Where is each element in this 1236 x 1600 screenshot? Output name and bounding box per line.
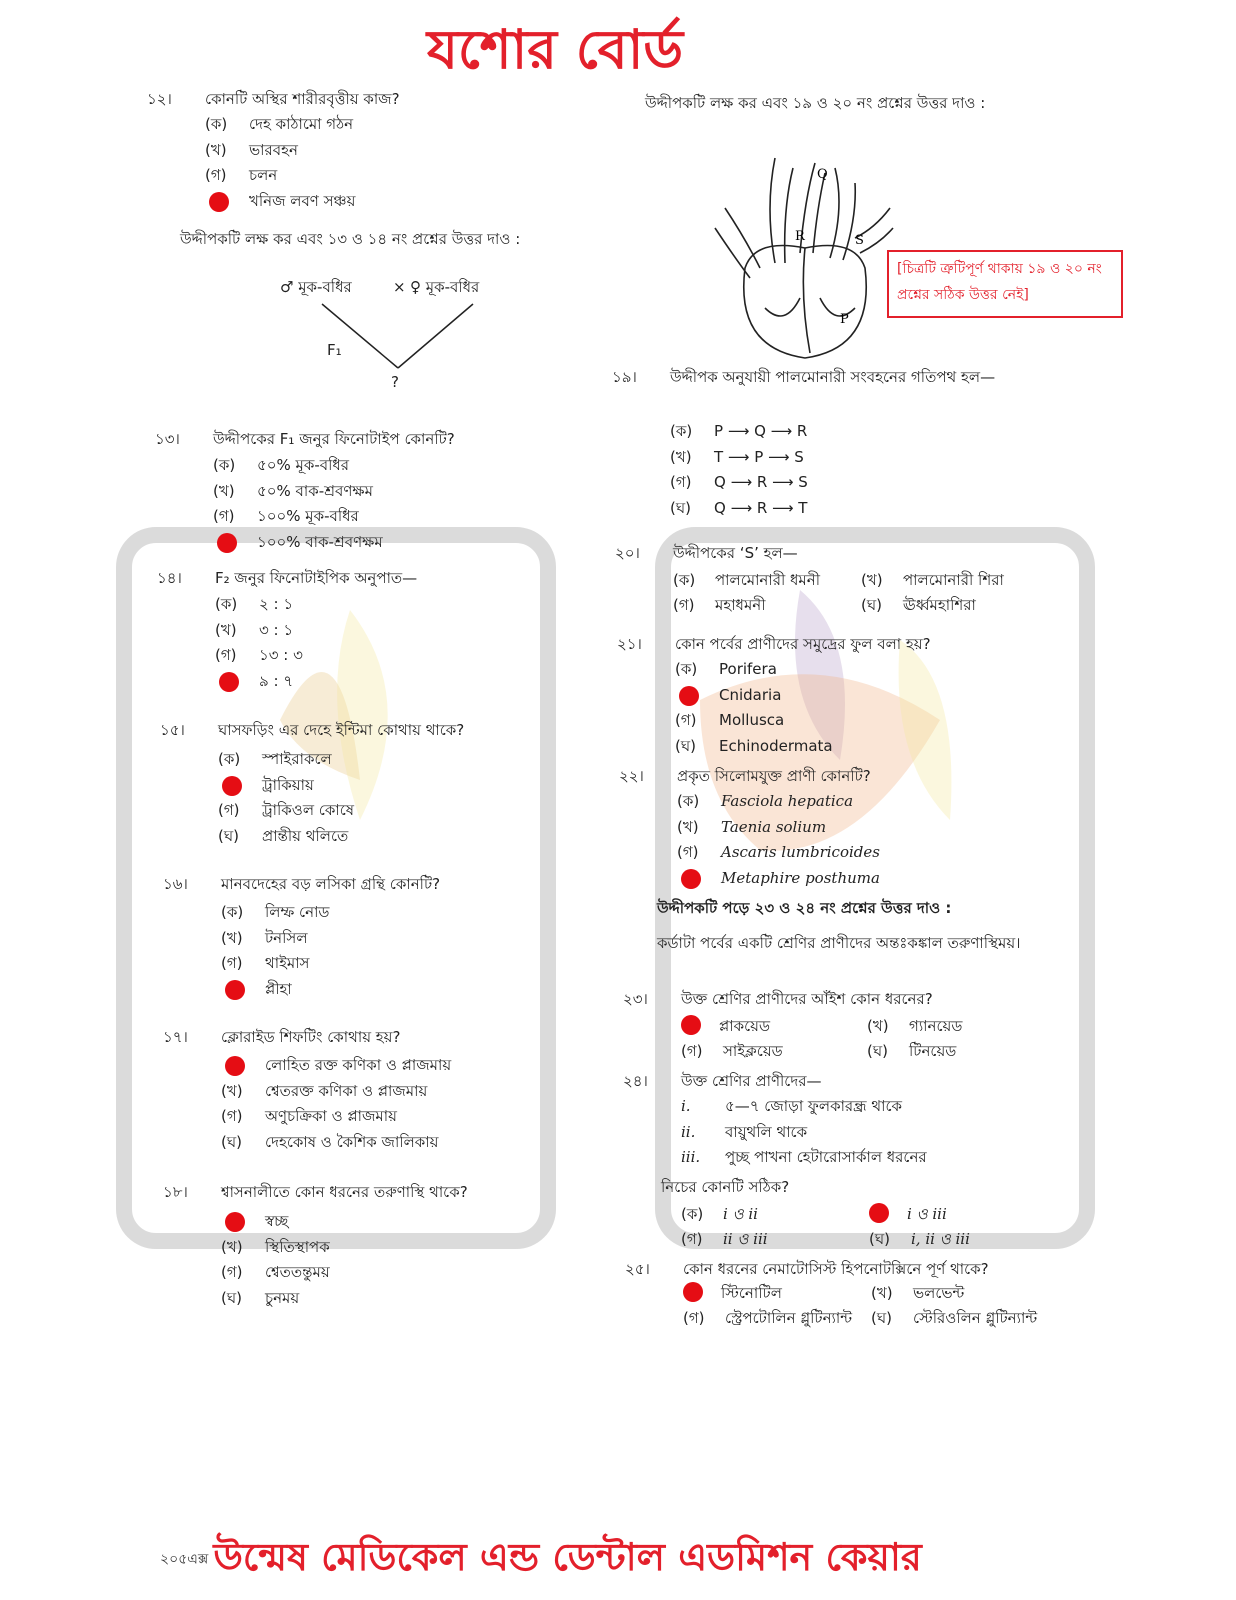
cross-sign: × (393, 278, 406, 296)
option-text: পালমোনারী ধমনী (715, 571, 821, 589)
option-text: টনসিল (265, 928, 308, 947)
option-key: (গ) (675, 711, 697, 729)
question-22 (619, 764, 1067, 891)
option-key: (গ) (218, 801, 240, 819)
answer-dot (209, 192, 229, 212)
option-key: (গ) (221, 1107, 243, 1125)
option-key: (ক) (675, 660, 698, 678)
option-item (221, 1235, 621, 1261)
option-item (205, 189, 605, 215)
offspring-unknown: ? (391, 373, 399, 391)
option-row (683, 1281, 1083, 1306)
answer-dot (869, 1203, 889, 1223)
question-text: কোন পর্বের প্রাণীদের সমুদ্রের ফুল বলা হয়? (675, 635, 931, 653)
statement-item (681, 1120, 1071, 1146)
answer-dot (681, 1015, 701, 1035)
statement-key: ii. (681, 1122, 696, 1141)
option-text: স্টিনোটিল (721, 1284, 782, 1302)
heart-label-s: S (855, 233, 864, 248)
option-row (673, 568, 1063, 593)
answer-dot (225, 1212, 245, 1232)
option-text: Q ⟶ R ⟶ S (714, 473, 808, 491)
option-item (675, 734, 1065, 760)
option-item (677, 840, 1067, 866)
question-number: ১৩। (155, 430, 180, 448)
option-text: প্লীহা (265, 979, 292, 998)
question-21 (617, 632, 1065, 759)
option-text: ৯ : ৭ (259, 671, 294, 690)
answer-dot (225, 980, 245, 1000)
publisher-name: উন্মেষ মেডিকেল এন্ড ডেন্টাল এডমিশন কেয়ার (213, 1535, 922, 1579)
option-key: (গ) (681, 1229, 703, 1248)
option-item (213, 453, 613, 479)
option-key: (খ) (213, 481, 235, 500)
option-key: (গ) (670, 473, 692, 491)
option-key: (ঘ) (221, 1288, 242, 1307)
option-key: (গ) (221, 954, 243, 972)
question-16 (163, 872, 621, 1002)
option-key: (ক) (677, 792, 700, 810)
option-key: (খ) (205, 140, 227, 159)
question-15 (160, 718, 618, 849)
option-text: প্লাকয়েড (719, 1017, 770, 1035)
option-key: (খ) (215, 620, 237, 639)
option-item (215, 643, 615, 669)
option-key: (ক) (670, 422, 693, 440)
option-text: Porifera (719, 660, 777, 678)
option-text: প্রান্তীয় থলিতে (262, 826, 349, 845)
option-text: পালমোনারী শিরা (903, 571, 1004, 589)
option-item (869, 1227, 970, 1252)
option-row (673, 593, 1063, 618)
option-list (221, 1053, 621, 1155)
option-key: (গ) (683, 1309, 705, 1327)
option-text: Taenia solium (721, 817, 827, 836)
statement-item (681, 1145, 1071, 1171)
option-text: ii ও iii (723, 1229, 768, 1248)
option-row (681, 1014, 1071, 1039)
option-key: (গ) (215, 646, 237, 664)
option-key: (খ) (221, 928, 243, 947)
answer-dot (222, 776, 242, 796)
option-list (221, 1209, 621, 1311)
heart-diagram (705, 148, 895, 363)
stimulus-23-24-text: কর্ডাটা পর্বের একটি শ্রেণির প্রাণীদের অন্তঃকঙ্কাল তরুণাস্থিময়। (657, 934, 1021, 952)
option-item (218, 773, 618, 799)
answer-dot (219, 672, 239, 692)
option-text: Q ⟶ R ⟶ T (714, 498, 808, 517)
f1-label: F₁ (327, 341, 342, 359)
option-item (681, 1014, 770, 1039)
option-item (215, 592, 615, 618)
option-key: (ক) (673, 571, 696, 589)
option-item (683, 1281, 782, 1306)
option-key: (গ) (221, 1263, 243, 1281)
option-item (675, 657, 1065, 683)
question-text: ঘাসফড়িং এর দেহে ইন্টিমা কোথায় থাকে? (218, 721, 465, 739)
question-text: মানবদেহের বড় লসিকা গ্রন্থি কোনটি? (221, 875, 441, 893)
option-item (215, 669, 615, 695)
option-text: স্থিতিস্থাপক (265, 1237, 330, 1256)
option-item (221, 1053, 621, 1079)
option-item (670, 419, 1060, 445)
stimulus-13-14: উদ্দীপকটি লক্ষ কর এবং ১৩ ও ১৪ নং প্রশ্নের উত্তর দাও : (180, 230, 521, 248)
option-text: দেহকোষ ও কৈশিক জালিকায় (265, 1132, 439, 1151)
option-item (670, 470, 1060, 496)
question-text: উদ্দীপকের F₁ জনুর ফিনোটাইপ কোনটি? (213, 430, 455, 448)
stimulus-19-20: উদ্দীপকটি লক্ষ কর এবং ১৯ ও ২০ নং প্রশ্নের উত্তর দাও : (645, 94, 986, 112)
answer-dot (217, 533, 237, 553)
question-prompt: নিচের কোনটি সঠিক? (661, 1177, 790, 1196)
option-text: স্টেরিওলিন গ্লুটিন্যান্ট (913, 1309, 1038, 1327)
question-number: ২২। (619, 767, 644, 785)
option-item (869, 1202, 947, 1227)
option-text: ট্রাকিয়ায় (262, 775, 314, 794)
option-grid (681, 1202, 1071, 1252)
option-list (670, 419, 1060, 521)
option-text: ঊর্ধ্বমহাশিরা (903, 596, 976, 614)
option-item (218, 798, 618, 824)
option-text: ভলভেন্ট (913, 1284, 965, 1302)
statement-text: বায়ুথলি থাকে (725, 1122, 808, 1141)
option-item (871, 1306, 1037, 1331)
option-key: (ঘ) (675, 736, 696, 755)
option-item (221, 900, 621, 926)
option-text: স্ট্রেপটোলিন গ্লুটিন্যান্ট (725, 1309, 853, 1327)
option-item (861, 593, 976, 618)
answer-dot (225, 1056, 245, 1076)
option-item (681, 1227, 768, 1252)
question-text: শ্বাসনালীতে কোন ধরনের তরুণাস্থি থাকে? (221, 1183, 468, 1201)
option-list (675, 657, 1065, 759)
option-item (675, 683, 1065, 709)
option-row (683, 1306, 1083, 1331)
question-17 (163, 1025, 621, 1155)
option-text: শ্বেতরক্ত কণিকা ও প্লাজমায় (265, 1081, 428, 1100)
option-item (670, 445, 1060, 471)
cross-diagram (280, 276, 540, 396)
question-number: ১২। (147, 90, 172, 108)
option-text: স্পাইরাকলে (262, 750, 332, 768)
option-text: Mollusca (719, 711, 785, 729)
question-text: প্রকৃত সিলোমযুক্ত প্রাণী কোনটি? (677, 767, 871, 785)
heart-label-r: R (795, 229, 805, 244)
option-text: চলন (249, 166, 278, 184)
option-item (221, 1286, 621, 1312)
option-item (218, 824, 618, 850)
option-text: টিনয়েড (909, 1042, 957, 1060)
option-item (221, 951, 621, 977)
question-12 (147, 87, 605, 214)
option-text: থাইমাস (265, 954, 310, 972)
option-item (677, 789, 1067, 815)
option-item (221, 1260, 621, 1286)
option-item (205, 112, 605, 138)
option-text: ২ : ১ (259, 595, 294, 613)
question-text: ক্লোরাইড শিফটিং কোথায় হয়? (221, 1028, 401, 1046)
question-number: ১৮। (163, 1183, 188, 1201)
option-key: (গ) (677, 843, 699, 861)
option-text: লোহিত রক্ত কণিকা ও প্লাজমায় (265, 1056, 452, 1074)
option-list (213, 453, 613, 555)
option-text: T ⟶ P ⟶ S (714, 447, 804, 466)
option-item (867, 1014, 962, 1039)
question-text: উদ্দীপক অনুযায়ী পালমোনারী সংবহনের গতিপথ হল— (670, 368, 996, 386)
option-item (871, 1281, 964, 1306)
option-key: (খ) (670, 447, 692, 466)
heart-label-p: P (840, 312, 849, 327)
option-text: শ্বেততন্তুময় (265, 1263, 330, 1281)
option-item (221, 1079, 621, 1105)
question-24 (623, 1069, 1071, 1252)
option-text: Echinodermata (719, 736, 833, 755)
option-grid (673, 568, 1063, 618)
question-text: উক্ত শ্রেণির প্রাণীদের— (681, 1072, 822, 1090)
option-grid (681, 1014, 1071, 1064)
option-text: ভারবহন (249, 140, 298, 159)
option-key: (গ) (213, 507, 235, 525)
option-text: লিম্ফ নোড (265, 903, 330, 921)
option-item (213, 479, 613, 505)
option-item (221, 1209, 621, 1235)
option-key: (ঘ) (218, 826, 239, 845)
option-key: (গ) (673, 596, 695, 614)
option-item (683, 1306, 852, 1331)
option-text: দেহ কাঠামো গঠন (249, 115, 354, 133)
statement-text: ৫—৭ জোড়া ফুলকারন্ধ্র থাকে (725, 1097, 902, 1115)
answer-dot (679, 686, 699, 706)
question-20 (615, 541, 1063, 618)
option-item (215, 618, 615, 644)
option-key: (ঘ) (221, 1132, 242, 1151)
question-number: ২৩। (623, 990, 648, 1008)
option-list (677, 789, 1067, 891)
option-text: Cnidaria (719, 685, 782, 704)
statement-text: পুচ্ছ পাখনা হেটারোসার্কাল ধরনের (725, 1148, 927, 1166)
option-key: (ঘ) (869, 1229, 890, 1248)
option-text: ৫০% বাক-শ্রবণক্ষম (257, 481, 373, 500)
cross-lines (280, 276, 540, 396)
option-text: Fasciola hepatica (721, 792, 854, 810)
option-key: (খ) (221, 1237, 243, 1256)
option-text: সাইক্লয়েড (723, 1042, 783, 1060)
option-text: i ও iii (907, 1204, 947, 1223)
footer (160, 1528, 922, 1592)
question-text: কোন ধরনের নেমাটোসিস্ট হিপনোটক্সিনে পূর্ণ থাকে? (683, 1260, 989, 1278)
option-item (213, 530, 613, 556)
option-item (221, 977, 621, 1003)
option-item (205, 138, 605, 164)
option-text: ৩ : ১ (259, 620, 294, 639)
option-row (681, 1202, 1071, 1227)
option-key: (ঘ) (670, 498, 691, 517)
option-text: i ও ii (723, 1204, 758, 1223)
question-number: ১৯। (612, 368, 637, 386)
option-key: (ঘ) (867, 1042, 888, 1060)
option-item (677, 866, 1067, 892)
statement-key: i. (681, 1097, 691, 1115)
option-text: ১০০% মূক-বধির (257, 507, 359, 525)
female-parent: ♀ মূক-বধির (410, 278, 480, 296)
option-key: (ক) (218, 750, 241, 768)
option-item (677, 815, 1067, 841)
option-text: Metaphire posthuma (721, 868, 880, 887)
option-text: চুনময় (265, 1288, 300, 1307)
board-title: যশোর বোর্ড (426, 18, 684, 81)
statement-key: iii. (681, 1148, 701, 1166)
option-item (221, 1130, 621, 1156)
option-key: (ক) (215, 595, 238, 613)
question-text: F₂ জনুর ফিনোটাইপিক অনুপাত— (215, 569, 418, 587)
male-parent: ♂ মূক-বধির (280, 278, 352, 296)
option-key: (ক) (681, 1204, 704, 1223)
error-note: [চিত্রটি ত্রুটিপূর্ণ থাকায় ১৯ ও ২০ নং প্রশ্নের সঠিক উত্তর নেই] (887, 250, 1123, 318)
option-list (215, 592, 615, 694)
option-item (673, 568, 820, 593)
option-text: গ্যানয়েড (909, 1017, 963, 1035)
option-item (213, 504, 613, 530)
option-key: (ক) (205, 115, 228, 133)
question-18 (163, 1180, 621, 1311)
question-number: ১৬। (163, 875, 188, 893)
question-14 (157, 566, 615, 694)
question-number: ১৭। (163, 1028, 188, 1046)
option-text: i, ii ও iii (911, 1229, 970, 1248)
option-item (867, 1039, 956, 1064)
option-text: P ⟶ Q ⟶ R (714, 422, 808, 440)
option-key: (খ) (221, 1081, 243, 1100)
option-item (673, 593, 766, 618)
question-text: উদ্দীপকের ‘S’ হল— (673, 544, 798, 562)
option-text: ১৩ : ৩ (259, 646, 303, 664)
question-19 (612, 365, 1060, 521)
option-key: (গ) (205, 166, 227, 184)
question-number: ২৪। (623, 1072, 648, 1090)
stimulus-23-24: উদ্দীপকটি পড়ে ২৩ ও ২৪ নং প্রশ্নের উত্তর দাও : (657, 899, 952, 917)
option-list (218, 747, 618, 849)
question-text: কোনটি অস্থির শারীরবৃত্তীয় কাজ? (205, 90, 400, 108)
option-item (221, 926, 621, 952)
option-item (205, 163, 605, 189)
option-text: Ascaris lumbricoides (721, 843, 880, 861)
statement-item (681, 1094, 1071, 1120)
question-13 (155, 427, 613, 555)
option-text: ট্রাকিওল কোষে (262, 801, 354, 819)
option-text: মহাধমনী (715, 596, 766, 614)
question-text: উক্ত শ্রেণির প্রাণীদের আঁইশ কোন ধরনের? (681, 990, 933, 1008)
option-key: (ক) (221, 903, 244, 921)
question-23 (623, 987, 1071, 1064)
option-item (681, 1039, 783, 1064)
question-number: ১৪। (157, 569, 182, 587)
option-list (221, 900, 621, 1002)
heart-label-q: Q (817, 167, 828, 182)
option-item (670, 496, 1060, 522)
option-key: (খ) (861, 571, 883, 589)
option-key: (খ) (871, 1284, 893, 1302)
option-text: স্বচ্ছ (265, 1212, 289, 1230)
answer-dot (681, 869, 701, 889)
option-item (218, 747, 618, 773)
option-text: অণুচক্রিকা ও প্লাজমায় (265, 1107, 397, 1125)
option-key: (ক) (213, 456, 236, 474)
question-number: ২১। (617, 635, 642, 653)
option-key: (খ) (867, 1017, 889, 1035)
option-row (681, 1227, 1071, 1252)
option-item (861, 568, 1004, 593)
statement-list (681, 1094, 1071, 1171)
option-item (681, 1202, 758, 1227)
option-item (675, 708, 1065, 734)
page-number: ২০৫এক্স (160, 1551, 209, 1568)
option-key: (ঘ) (871, 1309, 892, 1327)
question-number: ২০। (615, 544, 640, 562)
question-number: ১৫। (160, 721, 185, 739)
option-key: (গ) (681, 1042, 703, 1060)
option-list (205, 112, 605, 214)
answer-dot (683, 1282, 703, 1302)
option-key: (খ) (677, 817, 699, 836)
option-text: ৫০% মূক-বধির (257, 456, 350, 474)
option-row (681, 1039, 1071, 1064)
question-25 (625, 1257, 1083, 1331)
option-item (221, 1104, 621, 1130)
option-key: (ঘ) (861, 596, 882, 614)
question-number: ২৫। (625, 1260, 650, 1278)
option-text: ১০০% বাক-শ্রবণক্ষম (257, 532, 383, 551)
option-text: খনিজ লবণ সঞ্চয় (249, 191, 356, 210)
option-grid (683, 1281, 1083, 1331)
